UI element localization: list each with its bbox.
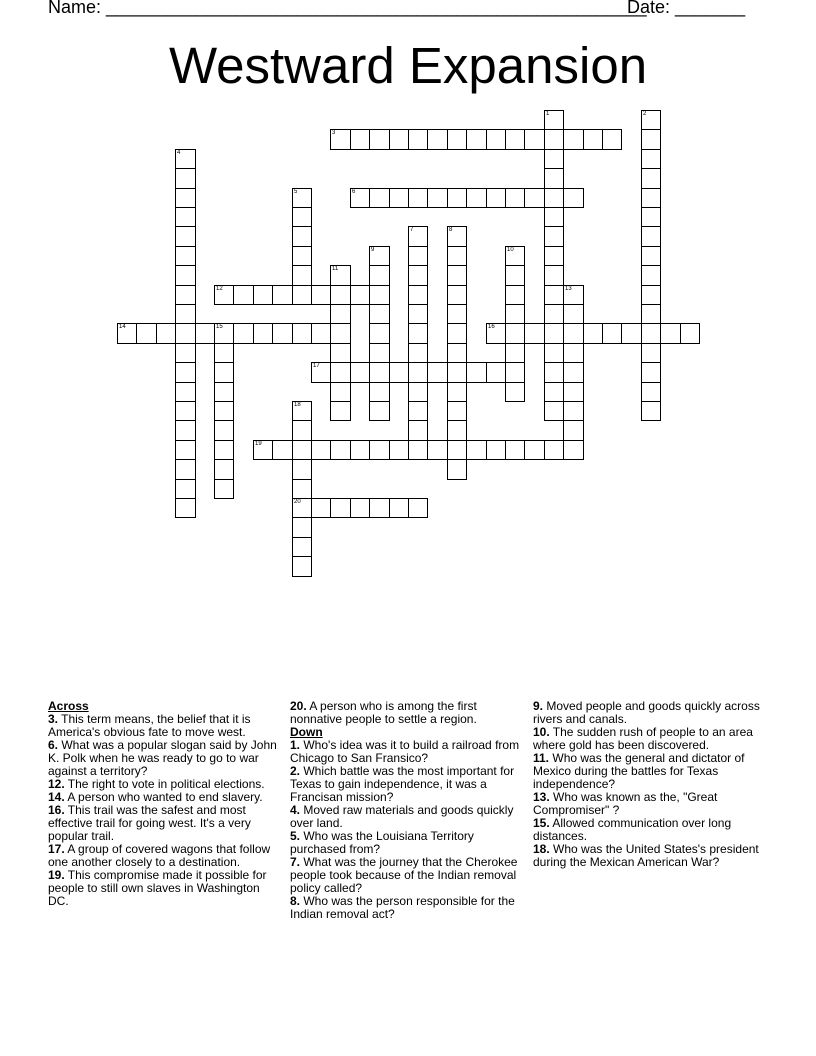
crossword-cell[interactable]	[292, 440, 312, 460]
crossword-cell[interactable]	[524, 440, 545, 460]
crossword-cell[interactable]	[175, 382, 196, 402]
crossword-cell[interactable]	[447, 285, 467, 305]
crossword-cell[interactable]	[311, 323, 331, 344]
crossword-cell[interactable]	[408, 401, 428, 421]
crossword-cell[interactable]	[447, 459, 467, 480]
clue-number: 20	[294, 499, 301, 505]
clue-text: Who was the person responsible for the Indian removal act?	[290, 894, 515, 921]
crossword-cell[interactable]	[292, 498, 312, 518]
crossword-cell[interactable]	[292, 537, 312, 557]
clue-number: 4	[177, 150, 181, 156]
crossword-cell[interactable]	[563, 420, 584, 441]
crossword-cell[interactable]	[175, 459, 196, 480]
crossword-cell[interactable]	[563, 129, 584, 150]
crossword-cell[interactable]	[330, 265, 351, 286]
crossword-cell[interactable]	[330, 285, 351, 305]
crossword-cell[interactable]	[544, 226, 564, 247]
clue-number: 16.	[48, 803, 65, 817]
clue-number: 2	[643, 111, 647, 117]
crossword-cell[interactable]	[330, 362, 351, 383]
clue-text: Allowed communication over long distances.	[533, 816, 732, 843]
crossword-cell[interactable]	[389, 188, 409, 208]
crossword-cell[interactable]	[330, 401, 351, 421]
clue-number: 14	[119, 324, 126, 330]
crossword-cell[interactable]	[563, 343, 584, 363]
crossword-cell[interactable]	[447, 188, 467, 208]
clue-number: 20.	[290, 699, 307, 713]
crossword-cell[interactable]	[505, 382, 525, 402]
clue-text: A person who wanted to end slavery.	[64, 790, 263, 804]
crossword-cell[interactable]	[505, 304, 525, 324]
clue-text: What was a popular slogan said by John K. Polk when he was ready to go to war against a territory?	[48, 738, 277, 778]
clue-number: 6	[352, 189, 356, 195]
crossword-cell[interactable]	[175, 323, 196, 344]
crossword-cell[interactable]	[233, 323, 254, 344]
crossword-cell[interactable]	[175, 207, 196, 227]
clue-text: Who was the United States's president during the Mexican American War?	[533, 842, 759, 869]
section-heading: Down	[290, 725, 323, 739]
crossword-cell[interactable]	[369, 188, 390, 208]
crossword-cell[interactable]	[369, 304, 390, 324]
clue-text: Who was the general and dictator of Mexico during the battles for Texas independence?	[533, 751, 745, 791]
crossword-cell[interactable]	[350, 362, 370, 383]
crossword-cell[interactable]	[175, 246, 196, 266]
crossword-cell[interactable]	[505, 323, 525, 344]
clue-item	[48, 843, 278, 869]
crossword-cell[interactable]	[544, 110, 564, 130]
crossword-cell[interactable]	[447, 362, 467, 383]
clue-number: 16	[488, 324, 495, 330]
crossword-cell[interactable]	[369, 440, 390, 460]
crossword-cell[interactable]	[292, 420, 312, 441]
crossword-cell[interactable]	[563, 304, 584, 324]
crossword-cell[interactable]	[505, 188, 525, 208]
crossword-cell[interactable]	[292, 207, 312, 227]
clue-text: A person who is among the first nonnative people to settle a region.	[290, 699, 477, 726]
crossword-cell[interactable]	[175, 479, 196, 499]
crossword-cell[interactable]	[330, 440, 351, 460]
clue-number: 1	[546, 111, 550, 117]
crossword-cell[interactable]	[350, 440, 370, 460]
crossword-cell[interactable]	[214, 459, 234, 480]
crossword-cell[interactable]	[292, 401, 312, 421]
crossword-cell[interactable]	[621, 323, 642, 344]
crossword-cell[interactable]	[214, 382, 234, 402]
crossword-cell[interactable]	[447, 420, 467, 441]
crossword-cell[interactable]	[292, 188, 312, 208]
crossword-cell[interactable]	[466, 188, 487, 208]
crossword-cell[interactable]	[330, 323, 351, 344]
crossword-cell[interactable]	[175, 401, 196, 421]
crossword-cell[interactable]	[447, 440, 467, 460]
crossword-cell[interactable]	[350, 498, 370, 518]
crossword-cell[interactable]	[544, 362, 564, 383]
crossword-cell[interactable]	[175, 188, 196, 208]
crossword-cell[interactable]	[311, 362, 331, 383]
clue-item	[533, 726, 763, 752]
clue-item	[290, 830, 522, 856]
crossword-cell[interactable]	[641, 362, 661, 383]
clue-number: 9.	[533, 699, 544, 713]
clues-column-3	[533, 700, 763, 869]
clue-item	[290, 765, 522, 804]
crossword-cell[interactable]	[408, 343, 428, 363]
crossword-cell[interactable]	[272, 323, 293, 344]
crossword-cell[interactable]	[292, 517, 312, 538]
crossword-cell[interactable]	[486, 129, 506, 150]
crossword-cell[interactable]	[136, 323, 157, 344]
clues-column-1	[48, 700, 278, 908]
crossword-cell[interactable]	[563, 440, 584, 460]
clue-item	[533, 791, 763, 817]
section-heading: Across	[48, 699, 89, 713]
crossword-cell[interactable]	[408, 323, 428, 344]
crossword-cell[interactable]	[505, 440, 525, 460]
crossword-cell[interactable]	[641, 207, 661, 227]
crossword-cell[interactable]	[505, 246, 525, 266]
clue-item	[290, 895, 522, 921]
clue-number: 3	[332, 130, 336, 136]
crossword-cell[interactable]	[563, 401, 584, 421]
clue-number: 4.	[290, 803, 301, 817]
crossword-cell[interactable]	[330, 304, 351, 324]
crossword-cell[interactable]	[330, 343, 351, 363]
clue-number: 7	[410, 227, 414, 233]
crossword-cell[interactable]	[175, 265, 196, 286]
clue-item	[48, 804, 278, 843]
crossword-cell[interactable]	[486, 440, 506, 460]
crossword-cell[interactable]	[641, 149, 661, 169]
crossword-cell[interactable]	[292, 246, 312, 266]
clue-number: 13.	[533, 790, 550, 804]
clue-number: 2.	[290, 764, 301, 778]
crossword-cell[interactable]	[408, 226, 428, 247]
clue-number: 10	[507, 247, 514, 253]
clue-item	[290, 700, 522, 726]
crossword-cell[interactable]	[544, 246, 564, 266]
crossword-cell[interactable]	[544, 323, 564, 344]
clue-text: This term means, the belief that it is America's obvious fate to move west.	[48, 712, 251, 739]
crossword-cell[interactable]	[389, 440, 409, 460]
clue-number: 19	[255, 441, 262, 447]
crossword-cell[interactable]	[563, 382, 584, 402]
crossword-cell[interactable]	[350, 285, 370, 305]
crossword-cell[interactable]	[524, 323, 545, 344]
crossword-cell[interactable]	[447, 265, 467, 286]
crossword-cell[interactable]	[602, 129, 622, 150]
crossword-cell[interactable]	[175, 304, 196, 324]
clue-number: 10.	[533, 725, 550, 739]
clue-item	[533, 752, 763, 791]
crossword-cell[interactable]	[311, 285, 331, 305]
crossword-cell[interactable]	[486, 188, 506, 208]
clue-text: Moved raw materials and goods quickly over land.	[290, 803, 514, 830]
clue-number: 17	[313, 363, 320, 369]
crossword-cell[interactable]	[175, 362, 196, 383]
crossword-cell[interactable]	[408, 440, 428, 460]
crossword-cell[interactable]	[175, 149, 196, 169]
clue-number: 15.	[533, 816, 550, 830]
crossword-cell[interactable]	[447, 323, 467, 344]
clues-column-2	[290, 700, 522, 921]
crossword-cell[interactable]	[544, 149, 564, 169]
clue-item	[48, 713, 278, 739]
crossword-cell[interactable]	[427, 440, 448, 460]
crossword-cell[interactable]	[524, 188, 545, 208]
crossword-cell[interactable]	[641, 343, 661, 363]
crossword-cell[interactable]	[641, 382, 661, 402]
clue-item	[48, 739, 278, 778]
crossword-cell[interactable]	[214, 343, 234, 363]
crossword-cell[interactable]	[583, 129, 603, 150]
clue-item	[533, 700, 763, 726]
crossword-cell[interactable]	[389, 362, 409, 383]
crossword-cell[interactable]	[544, 382, 564, 402]
crossword-cell[interactable]	[408, 188, 428, 208]
crossword-cell[interactable]	[175, 168, 196, 189]
crossword-cell[interactable]	[486, 362, 506, 383]
crossword-cell[interactable]	[544, 440, 564, 460]
crossword-cell[interactable]	[563, 323, 584, 344]
clue-item	[290, 804, 522, 830]
clue-item	[533, 843, 763, 869]
crossword-cell[interactable]	[505, 129, 525, 150]
clue-text: Moved people and goods quickly across rivers and canals.	[533, 699, 760, 726]
clue-text: What was the journey that the Cherokee people took because of the Indian removal policy called?	[290, 855, 518, 895]
crossword-cell[interactable]	[602, 323, 622, 344]
crossword-cell[interactable]	[563, 188, 584, 208]
clue-number: 8	[449, 227, 453, 233]
clue-number: 6.	[48, 738, 59, 752]
crossword-cell[interactable]	[544, 343, 564, 363]
clue-item	[533, 817, 763, 843]
crossword-cell[interactable]	[214, 362, 234, 383]
clue-number: 17.	[48, 842, 65, 856]
crossword-cell[interactable]	[427, 129, 448, 150]
crossword-cell[interactable]	[369, 343, 390, 363]
clue-text: The sudden rush of people to an area where gold has been discovered.	[533, 725, 753, 752]
crossword-cell[interactable]	[330, 498, 351, 518]
clue-text: Who's idea was it to build a railroad from Chicago to San Fransico?	[290, 738, 520, 765]
crossword-cell[interactable]	[369, 401, 390, 421]
crossword-cell[interactable]	[214, 285, 234, 305]
crossword-cell[interactable]	[408, 265, 428, 286]
crossword-cell[interactable]	[292, 459, 312, 480]
crossword-cell[interactable]	[369, 323, 390, 344]
clue-number: 1.	[290, 738, 301, 752]
clue-item	[290, 856, 522, 895]
clue-number: 8.	[290, 894, 301, 908]
clue-number: 11.	[533, 751, 550, 765]
crossword-cell[interactable]	[330, 129, 351, 150]
crossword-cell[interactable]	[641, 129, 661, 150]
crossword-cell[interactable]	[175, 440, 196, 460]
date-field-label: Date: _______	[627, 0, 746, 17]
crossword-cell[interactable]	[466, 362, 487, 383]
crossword-cell[interactable]	[214, 479, 234, 499]
clue-number: 5.	[290, 829, 301, 843]
crossword-cell[interactable]	[544, 129, 564, 150]
crossword-cell[interactable]	[175, 498, 196, 518]
crossword-cell[interactable]	[272, 285, 293, 305]
clue-number: 5	[294, 189, 298, 195]
crossword-cell[interactable]	[175, 285, 196, 305]
crossword-cell[interactable]	[369, 129, 390, 150]
crossword-cell[interactable]	[253, 323, 273, 344]
crossword-cell[interactable]	[505, 362, 525, 383]
crossword-cell[interactable]	[447, 304, 467, 324]
crossword-cell[interactable]	[272, 440, 293, 460]
crossword-cell[interactable]	[505, 285, 525, 305]
clue-number: 18	[294, 402, 301, 408]
crossword-cell[interactable]	[486, 323, 506, 344]
crossword-cell[interactable]	[175, 343, 196, 363]
clue-number: 12	[216, 286, 223, 292]
crossword-cell[interactable]	[544, 168, 564, 189]
crossword-cell[interactable]	[369, 265, 390, 286]
crossword-cell[interactable]	[447, 226, 467, 247]
crossword-cell[interactable]	[292, 265, 312, 286]
crossword-cell[interactable]	[544, 285, 564, 305]
crossword-cell[interactable]	[427, 362, 448, 383]
crossword-cell[interactable]	[641, 110, 661, 130]
clue-number: 19.	[48, 868, 65, 882]
crossword-cell[interactable]	[311, 440, 331, 460]
clue-number: 12.	[48, 777, 65, 791]
clue-number: 3.	[48, 712, 59, 726]
crossword-cell[interactable]	[369, 246, 390, 266]
crossword-cell[interactable]	[641, 323, 661, 344]
crossword-cell[interactable]	[544, 304, 564, 324]
clue-number: 11	[332, 266, 339, 272]
crossword-cell[interactable]	[641, 168, 661, 189]
clue-number: 15	[216, 324, 223, 330]
crossword-cell[interactable]	[156, 323, 176, 344]
crossword-cell[interactable]	[117, 323, 137, 344]
crossword-cell[interactable]	[292, 479, 312, 499]
crossword-cell[interactable]	[544, 207, 564, 227]
crossword-cell[interactable]	[680, 323, 700, 344]
crossword-cell[interactable]	[292, 285, 312, 305]
crossword-cell[interactable]	[292, 556, 312, 577]
crossword-cell[interactable]	[505, 265, 525, 286]
clue-text: This compromise made it possible for people to still own slaves in Washington DC.	[48, 868, 267, 908]
crossword-cell[interactable]	[641, 226, 661, 247]
crossword-cell[interactable]	[408, 420, 428, 441]
crossword-cell[interactable]	[641, 188, 661, 208]
clue-number: 9	[371, 247, 375, 253]
crossword-cell[interactable]	[214, 440, 234, 460]
crossword-cell[interactable]	[447, 401, 467, 421]
page-title: Westward Expansion	[168, 37, 648, 94]
crossword-cell[interactable]	[447, 382, 467, 402]
name-field-label: Name: ______________________________________________________	[48, 0, 647, 17]
crossword-cell[interactable]	[408, 246, 428, 266]
crossword-cell[interactable]	[292, 226, 312, 247]
crossword-cell[interactable]	[524, 129, 545, 150]
crossword-cell[interactable]	[447, 129, 467, 150]
crossword-cell[interactable]	[447, 343, 467, 363]
crossword-cell[interactable]	[544, 401, 564, 421]
crossword-cell[interactable]	[660, 323, 681, 344]
crossword-cell[interactable]	[408, 362, 428, 383]
clue-item	[48, 869, 278, 908]
crossword-cell[interactable]	[175, 420, 196, 441]
crossword-cell[interactable]	[641, 285, 661, 305]
crossword-cell[interactable]	[350, 129, 370, 150]
crossword-cell[interactable]	[466, 440, 487, 460]
crossword-cell[interactable]	[330, 382, 351, 402]
crossword-cell[interactable]	[369, 382, 390, 402]
crossword-cell[interactable]	[563, 285, 584, 305]
crossword-cell[interactable]	[253, 440, 273, 460]
clue-text: Who was known as the, "Great Compromiser" ?	[533, 790, 718, 817]
crossword-cell[interactable]	[447, 246, 467, 266]
clue-number: 14.	[48, 790, 65, 804]
crossword-cell[interactable]	[427, 188, 448, 208]
crossword-cell[interactable]	[214, 420, 234, 441]
crossword-cell[interactable]	[408, 382, 428, 402]
crossword-cell[interactable]	[641, 401, 661, 421]
crossword-cell[interactable]	[641, 304, 661, 324]
crossword-cell[interactable]	[544, 188, 564, 208]
clue-text: This trail was the safest and most effective trail for going west. It's a very popular trail.	[48, 803, 251, 843]
crossword-cell[interactable]	[253, 285, 273, 305]
crossword-cell[interactable]	[214, 401, 234, 421]
crossword-cell[interactable]	[369, 362, 390, 383]
crossword-cell[interactable]	[505, 343, 525, 363]
clue-number: 13	[565, 286, 572, 292]
crossword-cell[interactable]	[369, 498, 390, 518]
crossword-cell[interactable]	[544, 265, 564, 286]
crossword-cell[interactable]	[408, 498, 428, 518]
crossword-cell[interactable]	[389, 129, 409, 150]
crossword-cell[interactable]	[641, 265, 661, 286]
crossword-cell[interactable]	[563, 362, 584, 383]
crossword-cell[interactable]	[195, 323, 215, 344]
clue-text: A group of covered wagons that follow one another closely to a destination.	[48, 842, 271, 869]
crossword-cell[interactable]	[408, 129, 428, 150]
crossword-cell[interactable]	[389, 498, 409, 518]
crossword-cell[interactable]	[408, 304, 428, 324]
clue-text: Who was the Louisiana Territory purchased from?	[290, 829, 474, 856]
crossword-cell[interactable]	[175, 226, 196, 247]
crossword-cell[interactable]	[311, 498, 331, 518]
crossword-cell[interactable]	[292, 323, 312, 344]
crossword-cell[interactable]	[641, 246, 661, 266]
clue-number: 7.	[290, 855, 301, 869]
clue-number: 18.	[533, 842, 550, 856]
clue-text: Which battle was the most important for Texas to gain independence, it was a Francisan mission?	[290, 764, 515, 804]
crossword-cell[interactable]	[466, 129, 487, 150]
crossword-cell[interactable]	[369, 285, 390, 305]
clue-item	[290, 739, 522, 765]
crossword-cell[interactable]	[408, 285, 428, 305]
crossword-cell[interactable]	[350, 188, 370, 208]
crossword-cell[interactable]	[233, 285, 254, 305]
crossword-cell[interactable]	[583, 323, 603, 344]
clue-text: The right to vote in political elections.	[64, 777, 265, 791]
crossword-cell[interactable]	[214, 323, 234, 344]
